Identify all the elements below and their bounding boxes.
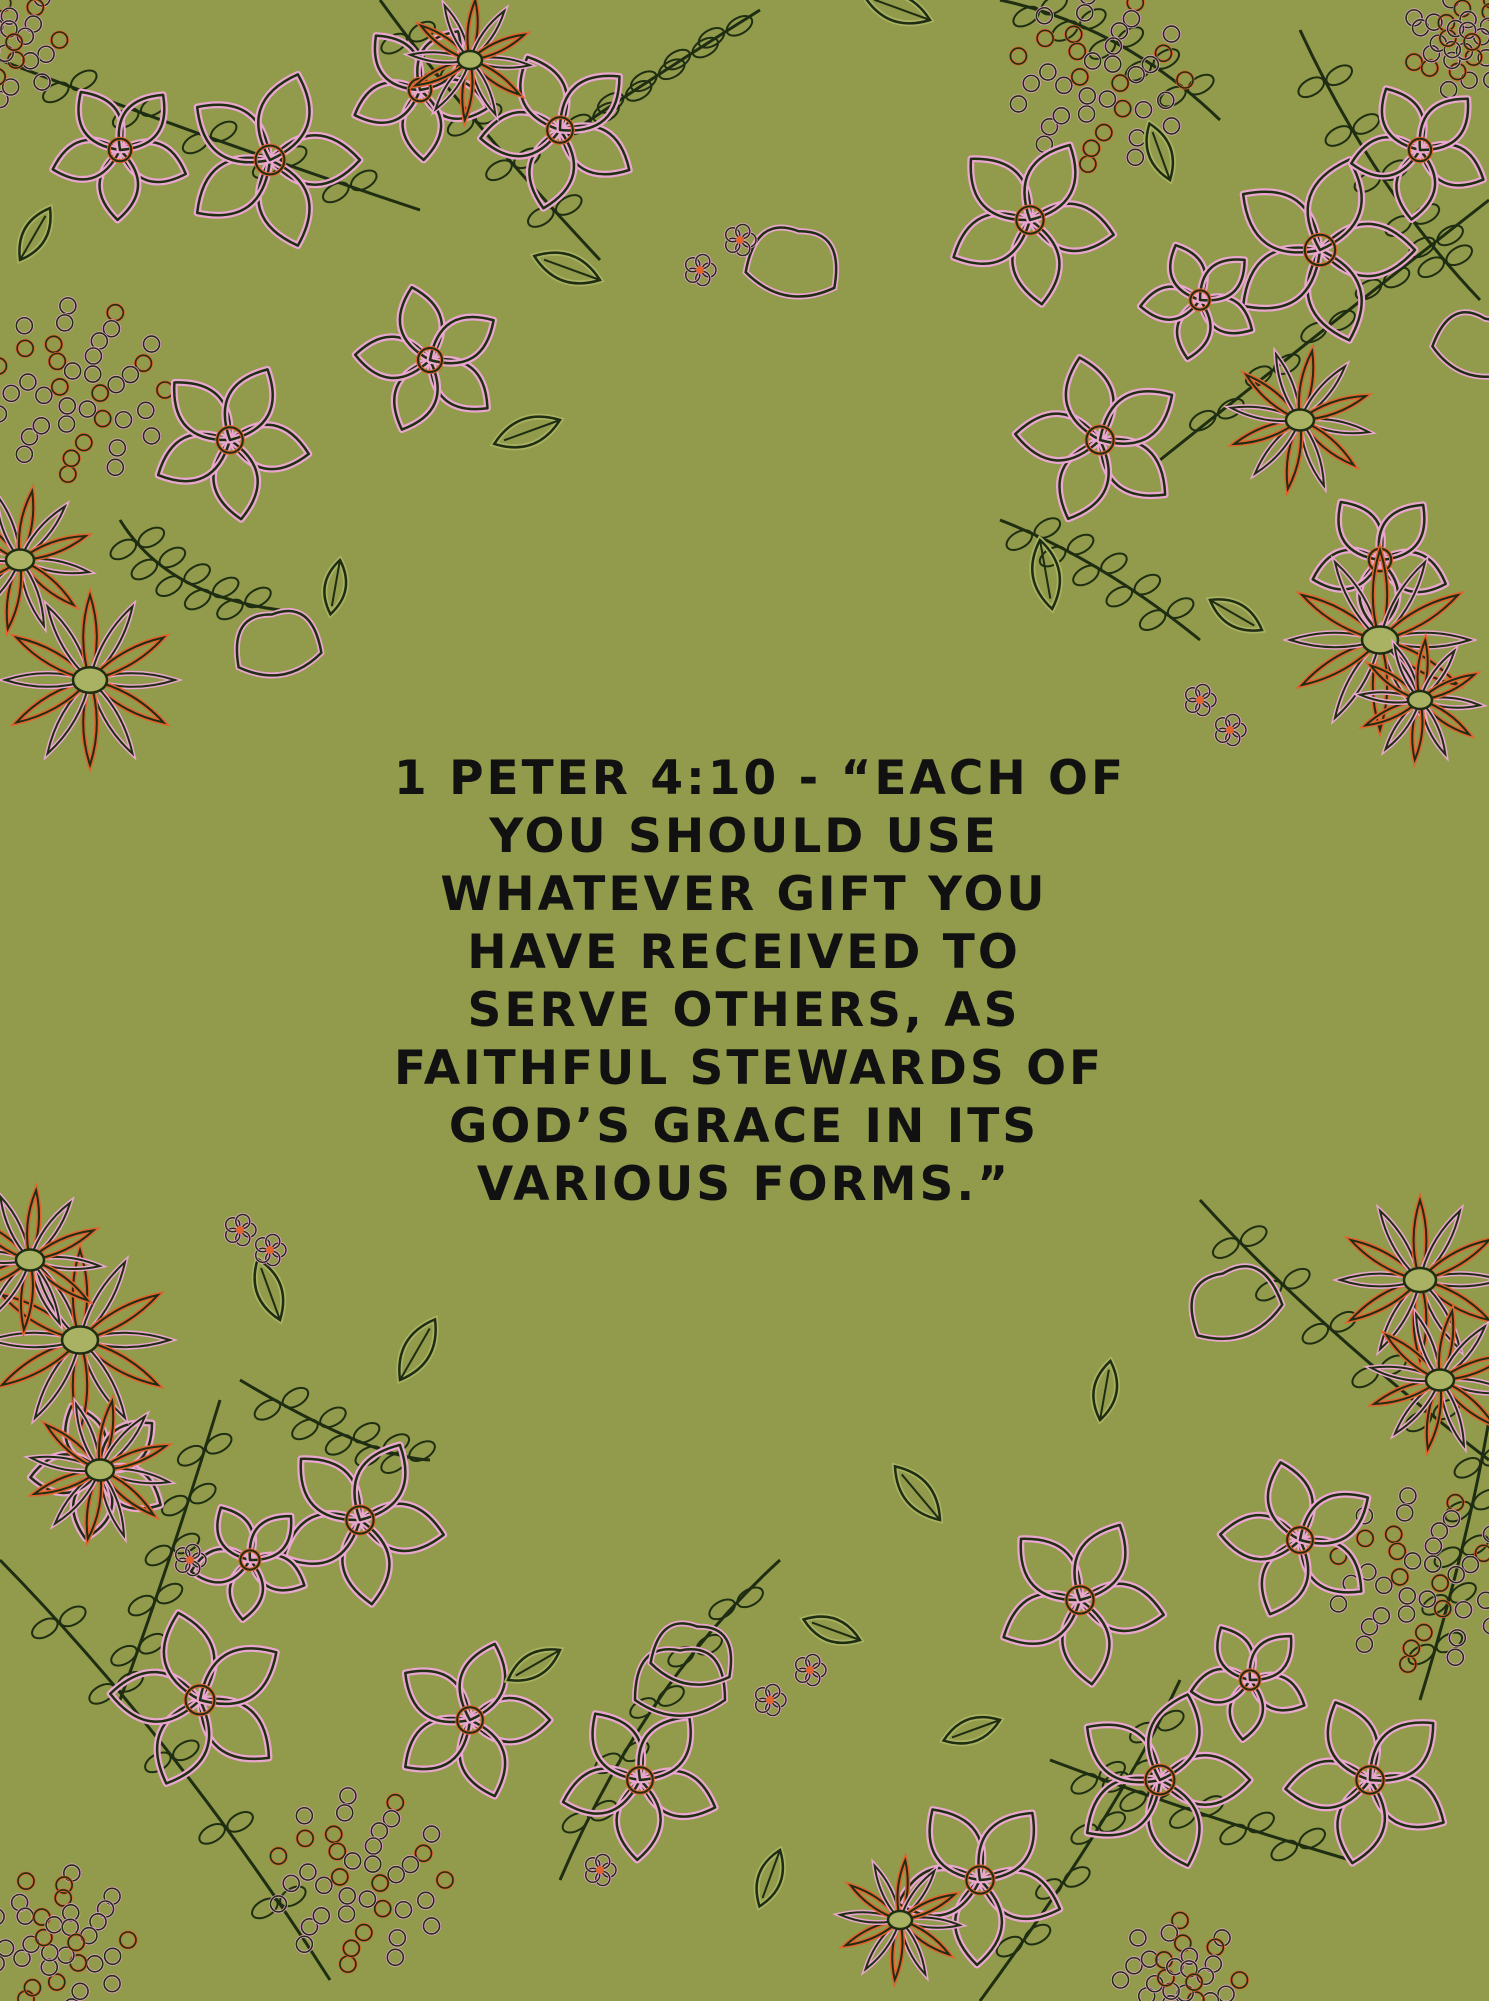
verse-text — [394, 750, 1127, 1214]
verse-line-8: VARIOUS FORMS.” — [476, 1157, 1012, 1212]
verse-line-1: 1 PETER 4:10 - “EACH OF — [394, 751, 1127, 806]
verse-line-4: HAVE RECEIVED TO — [467, 925, 1021, 980]
verse-line-7: GOD’S GRACE IN ITS — [448, 1099, 1040, 1154]
verse-line-5: SERVE OTHERS, AS — [467, 983, 1021, 1038]
verse-line-6: FAITHFUL STEWARDS OF — [394, 1041, 1105, 1096]
verse-line-2: YOU SHOULD USE — [489, 809, 999, 864]
verse-line-3: WHATEVER GIFT YOU — [440, 867, 1048, 922]
